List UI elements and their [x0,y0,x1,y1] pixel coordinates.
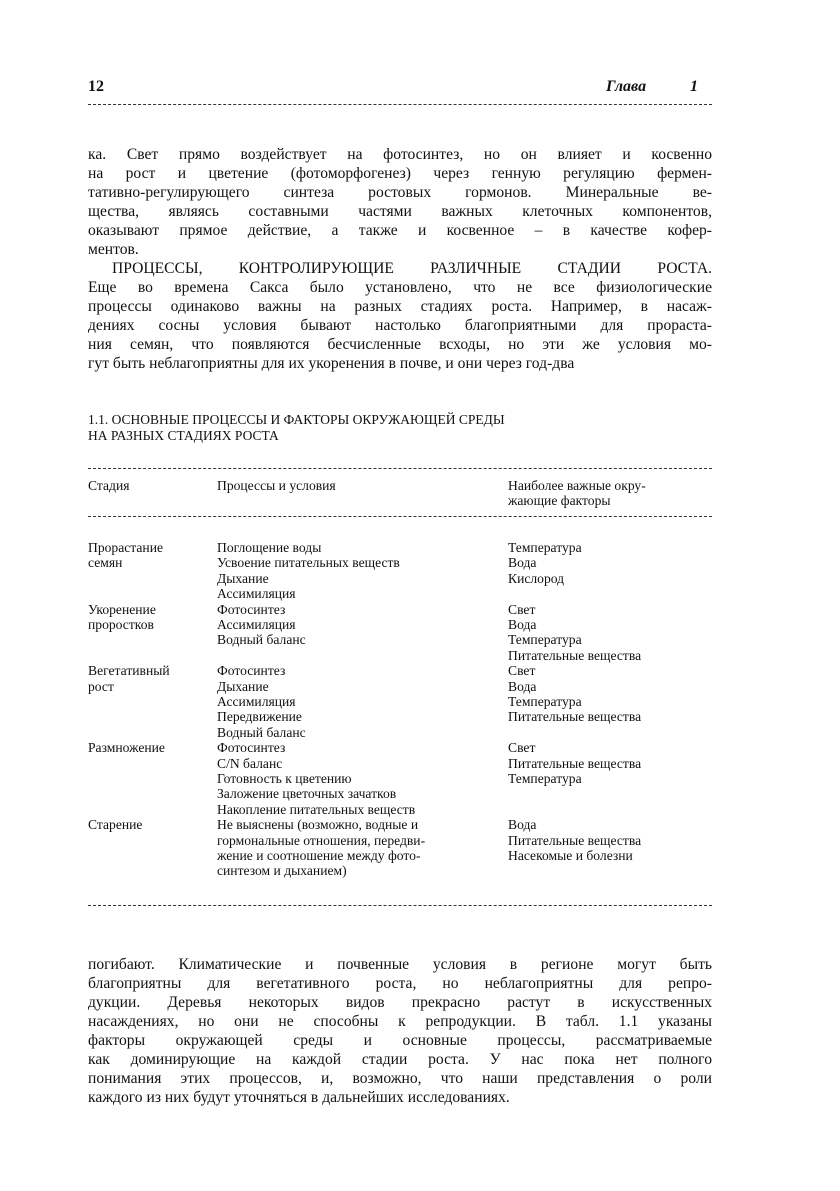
text-line: погибают. Климатические и почвенные условия в регионе могут быть [88,956,712,973]
header-factors-line-1: Наиболее важные окру- [508,478,646,493]
cell-factors [508,740,718,786]
cell-processes [217,817,502,879]
cell-line: Старение [88,817,143,833]
cell-line: Передвижение [217,709,302,725]
cell-line: Температура [508,771,582,786]
text-line: ментов. [88,241,139,258]
cell-line: Кислород [508,570,565,586]
cell-line: проростков [88,617,154,632]
table-header [88,478,712,510]
cell-line: Температура [508,694,582,709]
cell-line: Поглощение воды [217,540,322,555]
cell-line: семян [88,555,123,571]
cell-line: Вода [508,555,537,571]
cell-line: Дыхание [217,678,269,694]
cell-line: Ассимиляция [217,586,296,602]
cell-line: Температура [508,632,582,648]
cell-stage [88,540,213,571]
chapter-label: Глава [606,78,647,95]
cell-line: Свет [508,601,536,617]
cell-line: Размножение [88,740,165,756]
paragraph-1 [88,145,712,259]
cell-line: Питательные вещества [508,832,642,848]
cell-line: Вегетативный [88,663,170,679]
table-row [88,602,712,664]
text-line: дениях сосны условия бывают настолько благоприятными для прораста- [88,317,712,334]
cell-line: Вода [508,678,537,694]
header-factors-line-2: жающие факторы [508,493,611,509]
chapter-number: 1 [690,78,698,95]
text-line: ПРОЦЕССЫ, КОНТРОЛИРУЮЩИЕ РАЗЛИЧНЫЕ СТАДИИ РОСТА. [112,260,712,277]
text-line: дукции. Деревья некоторых видов прекрасно растут в искусственных [88,994,712,1011]
cell-factors [508,663,718,725]
cell-stage [88,817,213,832]
cell-processes [217,663,502,740]
cell-line: Накопление питательных веществ [217,801,416,817]
cell-line: Готовность к цветению [217,771,352,786]
cell-line: Вода [508,817,537,833]
text-line: гут быть неблагоприятны для их укоренения в почве, и они через год-два [88,355,575,372]
cell-line: Не выяснены (возможно, водные и [217,817,419,833]
text-line: как доминирующие на каждой стадии роста. У нас пока нет полного [88,1051,712,1068]
text-line: факторы окружающей среды и основные процессы, рассматриваемые [88,1032,712,1049]
paragraph-3 [88,955,712,1107]
cell-factors [508,540,718,586]
paragraph-2 [88,259,712,373]
cell-line: Вода [508,617,537,632]
cell-stage [88,663,213,694]
text-line: каждого из них будут уточняться в дальнейших исследованиях. [88,1089,510,1106]
text-line: на рост и цветение (фотоморфогенез) через генную регуляцию фермен- [88,165,712,182]
table-caption-line-2: НА РАЗНЫХ СТАДИЯХ РОСТА [88,428,279,443]
text-line: понимания этих процессов, и, возможно, что наши представления о роли [88,1070,712,1087]
text-line: благоприятны для вегетативного роста, но неблагоприятны для репро- [88,975,712,992]
cell-processes [217,740,502,817]
cell-factors [508,817,718,863]
cell-stage [88,740,213,755]
cell-line: Фотосинтез [217,663,286,679]
text-line: тативно-регулирующего синтеза ростовых гормонов. Минеральные ве- [88,184,712,201]
table-caption-line-1: 1.1. ОСНОВНЫЕ ПРОЦЕССЫ И ФАКТОРЫ ОКРУЖАЮЩЕЙ СРЕДЫ [88,412,505,427]
cell-processes [217,602,502,648]
cell-line: Фотосинтез [217,601,286,617]
cell-line: Ассимиляция [217,617,296,632]
header-processes: Процессы и условия [217,478,336,493]
header-factors [508,478,718,509]
text-line: оказывают прямое действие, а также и косвенное – в качестве кофер- [88,222,712,239]
cell-line: Питательные вещества [508,709,642,725]
cell-line: Насекомые и болезни [508,848,633,863]
table-header-rule [88,516,712,517]
table-top-rule [88,468,712,469]
cell-line: Водный баланс [217,724,306,740]
cell-line: Усвоение питательных веществ [217,555,400,571]
text-line: ния семян, что появляются бесчисленные всходы, но эти же условия мо- [88,336,712,353]
text-line: Еще во времена Сакса было установлено, что не все физиологические [88,279,712,296]
cell-line: Фотосинтез [217,740,286,756]
cell-line: рост [88,678,114,694]
table-body [88,540,712,879]
cell-processes [217,540,502,602]
cell-line: Укоренение [88,601,156,617]
header-stage: Стадия [88,478,130,493]
table-bottom-rule [88,905,712,906]
cell-line: Водный баланс [217,632,306,648]
cell-line: Температура [508,540,582,555]
cell-line: синтезом и дыханием) [217,863,347,879]
cell-line: C/N баланс [217,755,283,771]
cell-line: Ассимиляция [217,694,296,709]
cell-line: Питательные вещества [508,755,642,771]
cell-line: Питательные вещества [508,647,642,663]
table-caption [88,412,505,444]
cell-line: Свет [508,740,536,756]
cell-line: Прорастание [88,540,163,555]
cell-line: Свет [508,663,536,679]
cell-stage [88,602,213,633]
page-number: 12 [88,78,104,95]
table-row [88,740,712,817]
table-row [88,540,712,602]
table-row [88,663,712,740]
cell-line: жение и соотношение между фото- [217,848,421,863]
text-line: насаждениях, но они не способны к репродукции. В табл. 1.1 указаны [88,1013,712,1030]
text-line: щества, являясь составными частями важных клеточных компонентов, [88,203,712,220]
cell-line: гормональные отношения, передви- [217,832,426,848]
cell-line: Дыхание [217,570,269,586]
cell-line: Заложение цветочных зачатков [217,786,397,802]
text-line: ка. Свет прямо воздействует на фотосинтез, но он влияет и косвенно [88,146,712,163]
header-divider [88,104,712,105]
cell-factors [508,602,718,664]
text-line: процессы одинаково важны на разных стадиях роста. Например, в насаж- [88,298,712,315]
table-row [88,817,712,879]
